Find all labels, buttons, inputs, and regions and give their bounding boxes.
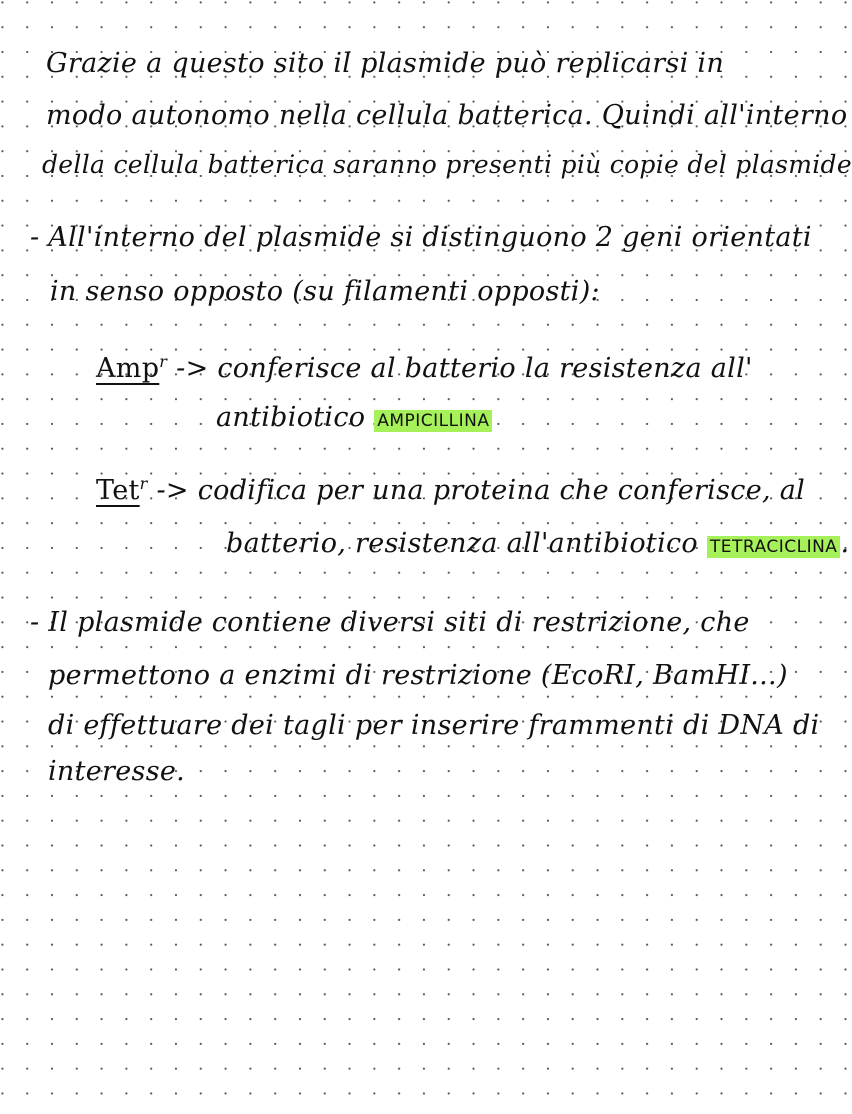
note-text: batterio, resistenza all'antibiotico: [226, 528, 698, 559]
note-text: codifica per una proteina che conferisce, al: [197, 475, 806, 506]
amp-line: [96, 352, 753, 384]
note-line: permettono a enzimi di restrizione (EcoRI, BamHI...): [48, 660, 788, 691]
highlight-tetraciclina: TETRACICLINA: [707, 536, 841, 558]
note-line: modo autonomo nella cellula batterica. Quindi all'interno: [46, 100, 848, 131]
note-line: in senso opposto (su filamenti opposti):: [50, 276, 600, 307]
gene-tet: Tet: [96, 475, 140, 506]
note-line: - Il plasmide contiene diversi siti di restrizione, che: [30, 607, 750, 638]
note-line: Grazie a questo sito il plasmide può replicarsi in: [46, 48, 725, 79]
arrow: ->: [156, 475, 189, 506]
arrow: ->: [176, 353, 209, 384]
tet-line-2: [226, 528, 849, 559]
note-line: interesse.: [48, 756, 186, 787]
highlight-ampicillina: AMPICILLINA: [374, 410, 492, 432]
note-line: della cellula batterica saranno presenti più copie del plasmide: [42, 150, 852, 179]
gene-tet-sup: r: [139, 474, 148, 493]
tet-line: [96, 474, 805, 506]
note-text: antibiotico: [216, 402, 366, 433]
period: .: [840, 528, 850, 559]
gene-amp: Amp: [96, 353, 160, 384]
note-text: conferisce al batterio la resistenza all': [217, 353, 753, 384]
amp-line-2: [216, 402, 492, 433]
note-line: - All'interno del plasmide si distinguono 2 geni orientati: [30, 222, 812, 253]
gene-amp-sup: r: [159, 352, 168, 371]
note-line: di effettuare dei tagli per inserire frammenti di DNA di: [48, 710, 820, 741]
